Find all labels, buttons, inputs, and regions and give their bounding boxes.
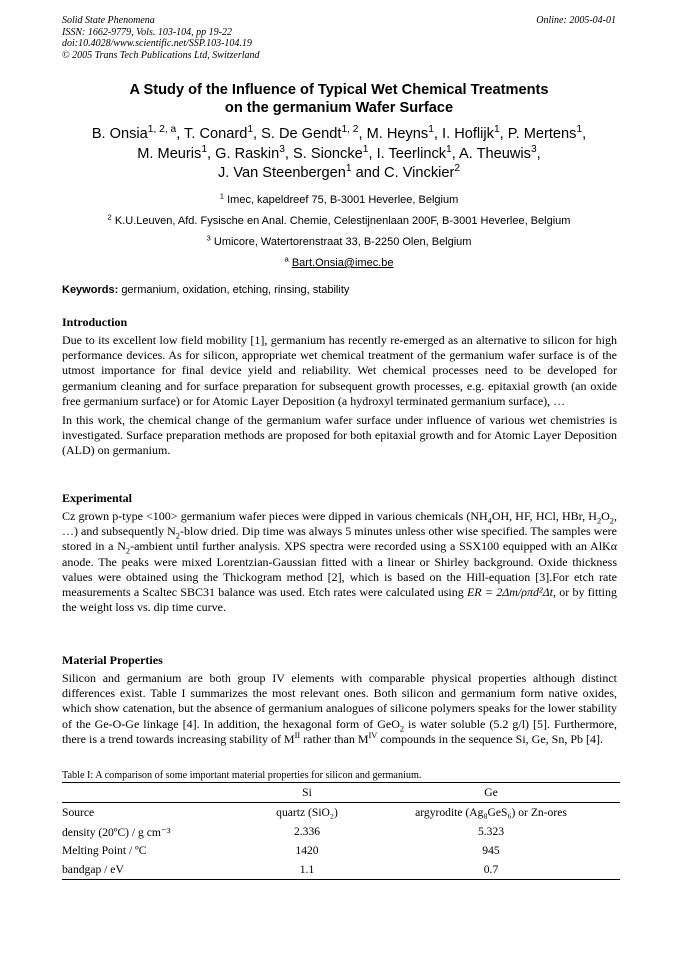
keywords	[62, 283, 616, 297]
author-name: S. De Gendt	[261, 126, 342, 142]
author-name: P. Mertens	[507, 126, 577, 142]
table-row	[62, 822, 620, 841]
author-name: J. Van Steenbergen	[217, 165, 346, 181]
title-line-2: on the germanium Wafer Surface	[224, 99, 454, 116]
affiliation-mark: a	[284, 254, 289, 264]
si-value: 2.336	[293, 825, 321, 838]
table-header-cell: Si	[302, 786, 312, 799]
page-header	[62, 15, 616, 61]
title-line-1: A Study of the Influence of Typical Wet Chemical Treatments	[129, 82, 549, 98]
ge-value: 5.323	[477, 825, 505, 838]
issn-line: ISSN: 1662-9779, Vols. 103-104, pp 19-22	[62, 26, 232, 38]
author-affiliation-mark: 1	[362, 143, 369, 155]
author-affiliation-mark: 1	[576, 124, 583, 136]
author-name: I. Hoflijk	[442, 126, 494, 142]
author-name: G. Raskin	[215, 145, 280, 162]
section-heading: Experimental	[62, 491, 132, 505]
affiliation-text: Imec, kapeldreef 75, B-3001 Heverlee, Belgium	[227, 194, 459, 206]
affiliation-item	[40, 211, 638, 232]
paragraph: Due to its excellent low field mobility [1], germanium has recently re-emerged as an alternative to silicon for high performance devices. As for silicon, appropriate wet chemical treatment of the germanium wafer surface is of the utmost importance for final device yield and reliability. Wet chemical processes need to be developed for germanium cleaning and for surface preparation for subsequent growth processes, e.g. epitaxial growth (an oxide free germanium surface) or for Atomic Layer Deposition (a hydroxyl terminated germanium surface), …	[62, 333, 617, 408]
row-label: bandgap / eV	[62, 863, 124, 876]
ge-value: argyrodite (Ag₈GeS₆) or Zn-ores	[415, 806, 567, 819]
author-line-2: M. Meuris$^1$, G. Raskin$^3$, S. Sioncke$^1$, I. Teerlinck$^1$, A. Theuwis$^3$,	[137, 143, 541, 162]
table-row	[62, 803, 620, 823]
author-line-3: J. Van Steenbergen$^1$ and C. Vinckier$^2$	[217, 163, 461, 181]
affiliation-item	[40, 232, 638, 253]
author-affiliation-mark: 1	[493, 124, 500, 136]
keywords-text: germanium, oxidation, etching, rinsing, stability	[121, 284, 350, 296]
section-experimental	[62, 491, 617, 619]
table-row	[62, 860, 620, 880]
section-introduction	[62, 315, 617, 463]
section-heading: Material Properties	[62, 653, 163, 667]
author-line-1: B. Onsia$^{1, 2, a}$, T. Conard$^1$, S. De Gendt$^{1, 2}$, M. Heyns$^1$, I. Hoflijk$^1$, P. Mertens$^1$,	[91, 124, 587, 142]
row-label: density (20ºC) / g cm⁻³	[62, 825, 171, 839]
author-affiliation-mark: 1	[201, 143, 208, 155]
author-affiliation-mark: 1	[428, 124, 434, 136]
paragraph: Silicon and germanium are both group IV elements with comparable physical properties although distinct differences exist. Table I summarizes the most relevant ones. Both silicon and germanium form native oxides, which show catenation, but the absence of germanium analogues of silicone polymers speaks for the lower stability of the Ge-O-Ge linkage [4]. In addition, the hexagonal form of GeO$_2$ is water soluble (5.2 g/l) [5]. Furthermore, there is a trend towards increasing stability of $M^{II}$ rather than $M^{IV}$ compounds in the sequence Si, Ge, Sn, Pb [4].	[62, 671, 618, 746]
affiliation-mark: 2	[107, 212, 112, 222]
author-name: B. Onsia	[91, 126, 148, 142]
author-affiliation-mark: 1	[247, 124, 254, 136]
author-affiliation-mark: 3	[279, 143, 285, 155]
si-value: 1420	[295, 844, 319, 857]
author-affiliation-mark: 1, 2, a	[147, 124, 177, 136]
author-name: S. Sioncke	[293, 145, 363, 162]
table-caption: Table I: A comparison of some important material properties for silicon and germanium.	[62, 770, 422, 781]
online-date: Online: 2005-04-01	[536, 15, 616, 26]
affiliation-item	[40, 190, 638, 211]
author-name: M. Meuris	[137, 145, 202, 162]
author-affiliation-mark: 1	[345, 163, 352, 175]
ge-value: 0.7	[483, 863, 499, 876]
affiliation-text: Umicore, Watertorenstraat 33, B-2250 Olen, Belgium	[213, 236, 472, 248]
material-properties-table	[62, 782, 620, 880]
copyright-line: © 2005 Trans Tech Publications Ltd, Switzerland	[62, 49, 260, 61]
row-label: Melting Point / ºC	[62, 844, 147, 857]
author-affiliation-mark: 1	[446, 143, 452, 155]
etch-rate-formula: ER = 2Δm/ρπd²Δt	[466, 585, 553, 600]
author-name: C. Vinckier	[384, 165, 455, 181]
affiliation-list	[40, 190, 638, 274]
journal-name: Solid State Phenomena	[62, 15, 155, 26]
author-name: A. Theuwis	[459, 145, 531, 162]
si-value: 1.1	[299, 863, 315, 876]
affiliation-text: K.U.Leuven, Afd. Fysische en Anal. Chemie, Celestijnenlaan 200F, B-3001 Heverlee, Belgium	[114, 215, 571, 227]
table-header-row	[62, 783, 620, 803]
affiliation-mark: 1	[219, 191, 225, 201]
doi-line: doi:10.4028/www.scientific.net/SSP.103-104.19	[62, 38, 252, 50]
paragraph: In this work, the chemical change of the germanium wafer surface under influence of various wet chemistries is investigated. Surface preparation methods are proposed for both epitaxial growth and for Atomic Layer Deposition (ALD) on germanium.	[62, 413, 617, 458]
author-affiliation-mark: 2	[454, 163, 461, 175]
section-heading: Introduction	[62, 315, 128, 329]
affiliation-item	[40, 253, 638, 274]
section-material-properties	[62, 653, 617, 751]
author-affiliation-mark: 3	[530, 143, 537, 155]
affiliation-mark: 3	[206, 233, 211, 243]
si-value: quartz (SiO₂)	[276, 806, 338, 819]
email-link[interactable]: Bart.Onsia@imec.be	[291, 257, 394, 269]
paragraph: Cz grown p-type <100> germanium wafer pieces were dipped in various chemicals ($NH_4OH$, HF, HCl, HBr, $H_2O_2$, …) and subsequently $N_2$-blow dried. Dip time was always 5 minutes unless other wise specified. The samples were stored in a $N_2$-ambient until further analysis. XPS spectra were recorded using a SSX100 equipped with an AlKα anode. The peaks were mixed Lorentzian-Gaussian fitted with a linear or Shirley background. Oxide thickness values were obtained using the Thickogram method [2], which is based on the Hill-equation [3].For etch rate measurements a Scaltec SBC31 balance was used. Etch rates were calculated using ER = 2Δm/ρπd²Δt, or by fitting the weight loss vs. dip time curve.	[62, 509, 618, 615]
table-row	[62, 841, 620, 860]
table-header-cell: Ge	[484, 786, 498, 799]
author-name: I. Teerlinck	[376, 145, 447, 162]
table-header-cell	[62, 783, 252, 803]
ge-value: 945	[482, 844, 500, 857]
author-list	[62, 125, 616, 184]
paper-title	[62, 82, 616, 117]
row-label: Source	[62, 806, 95, 819]
author-name: T. Conard	[184, 126, 248, 142]
author-name: M. Heyns	[366, 126, 429, 142]
author-affiliation-mark: 1, 2	[341, 124, 359, 136]
keywords-label: Keywords:	[62, 284, 119, 296]
